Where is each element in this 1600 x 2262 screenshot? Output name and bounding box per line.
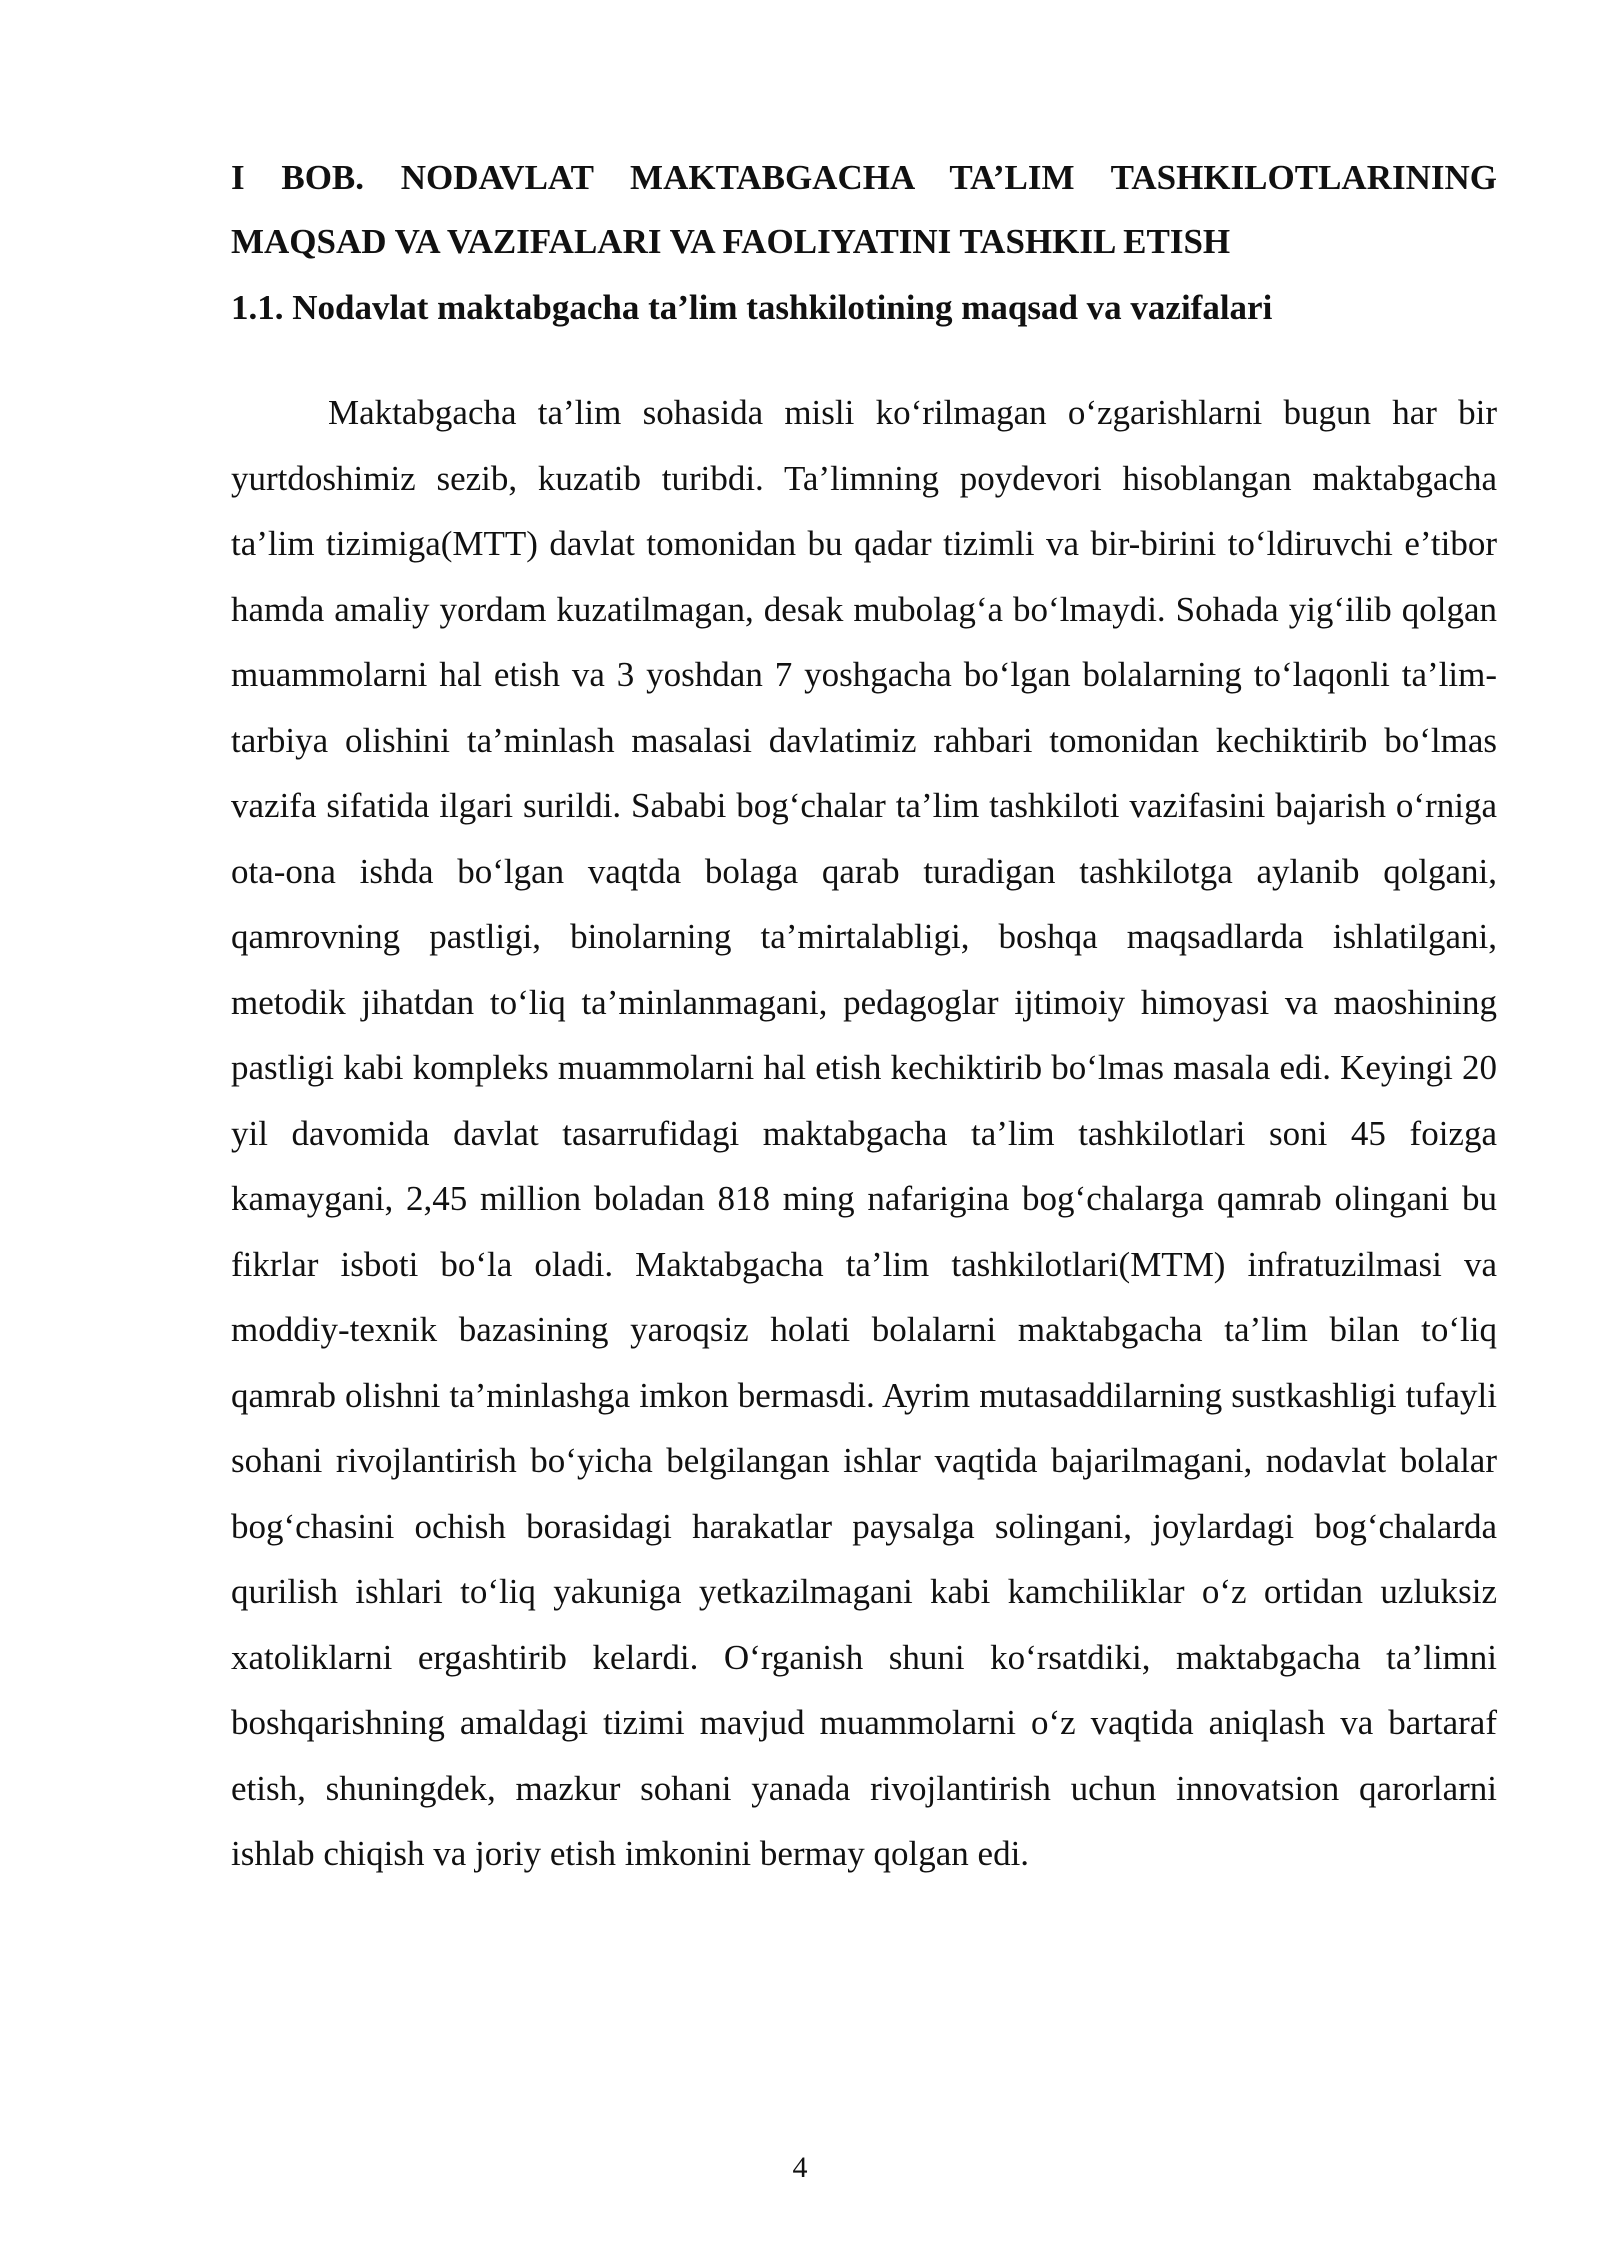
chapter-title-line-1: I BOB. NODAVLAT MAKTABGACHA TA’LIM TASHKILOTLARINING xyxy=(231,158,1497,197)
body-paragraph: Maktabgacha ta’lim sohasida misli ko‘rilmagan o‘zgarishlarni bugun har bir yurtdoshimiz sezib, kuzatib turibdi. Ta’limning poydevori hisoblangan maktabgacha ta’lim tizimiga(MTT) davlat tomonidan bu qadar tizimli va bir-birini to‘ldiruvchi e’tibor hamda amaliy yordam kuzatilmagan, desak mubolag‘a bo‘lmaydi. Sohada yig‘ilib qolgan muammolarni hal etish va 3 yoshdan 7 yoshgacha bo‘lgan bolalarning to‘laqonli ta’lim-tarbiya olishini ta’minlash masalasi davlatimiz rahbari tomonidan kechiktirib bo‘lmas vazifa sifatida ilgari surildi. Sababi bog‘chalar ta’lim tashkiloti vazifasini bajarish o‘rniga ota-ona ishda bo‘lgan vaqtda bolaga qarab turadigan tashkilotga aylanib qolgani, qamrovning pastligi, binolarning ta’mirtalabligi, boshqa maqsadlarda ishlatilgani, metodik jihatdan to‘liq ta’minlanmagani, pedagoglar ijtimoiy himoyasi va maoshining pastligi kabi kompleks muammolarni hal etish kechiktirib bo‘lmas masala edi. Keyingi 20 yil davomida davlat tasarrufidagi maktabgacha ta’lim tashkilotlari soni 45 foizga kamaygani, 2,45 million boladan 818 ming nafarigina bog‘chalarga qamrab olingani bu fikrlar isboti bo‘la oladi. Maktabgacha ta’lim tashkilotlari(MTM) infratuzilmasi va moddiy-texnik bazasining yaroqsiz holati bolalarni maktabgacha ta’lim bilan to‘liq qamrab olishni ta’minlashga imkon bermasdi. Ayrim mutasaddilarning sustkashligi tufayli sohani rivojlantirish bo‘yicha belgilangan ishlar vaqtida bajarilmagani, nodavlat bolalar bog‘chasini ochish borasidagi harakatlar paysalga solingani, joylardagi bog‘chalarda qurilish ishlari to‘liq yakuniga yetkazilmagani kabi kamchiliklar o‘z ortidan uzluksiz xatoliklarni ergashtirib kelardi. O‘rganish shuni ko‘rsatdiki, maktabgacha ta’limni boshqarishning amaldagi tizimi mavjud muammolarni o‘z vaqtida aniqlash va bartaraf etish, shuningdek, mazkur sohani yanada rivojlantirish uchun innovatsion qarorlarni ishlab chiqish va joriy etish imkonini bermay qolgan edi. xyxy=(231,393,1497,1873)
section-title: 1.1. Nodavlat maktabgacha ta’lim tashkilotining maqsad va vazifalari xyxy=(231,288,1273,327)
page-number: 4 xyxy=(792,2151,808,2184)
chapter-title-line-2: MAQSAD VA VAZIFALARI VA FAOLIYATINI TASHKIL ETISH xyxy=(231,222,1231,261)
chapter-title xyxy=(231,146,1497,274)
